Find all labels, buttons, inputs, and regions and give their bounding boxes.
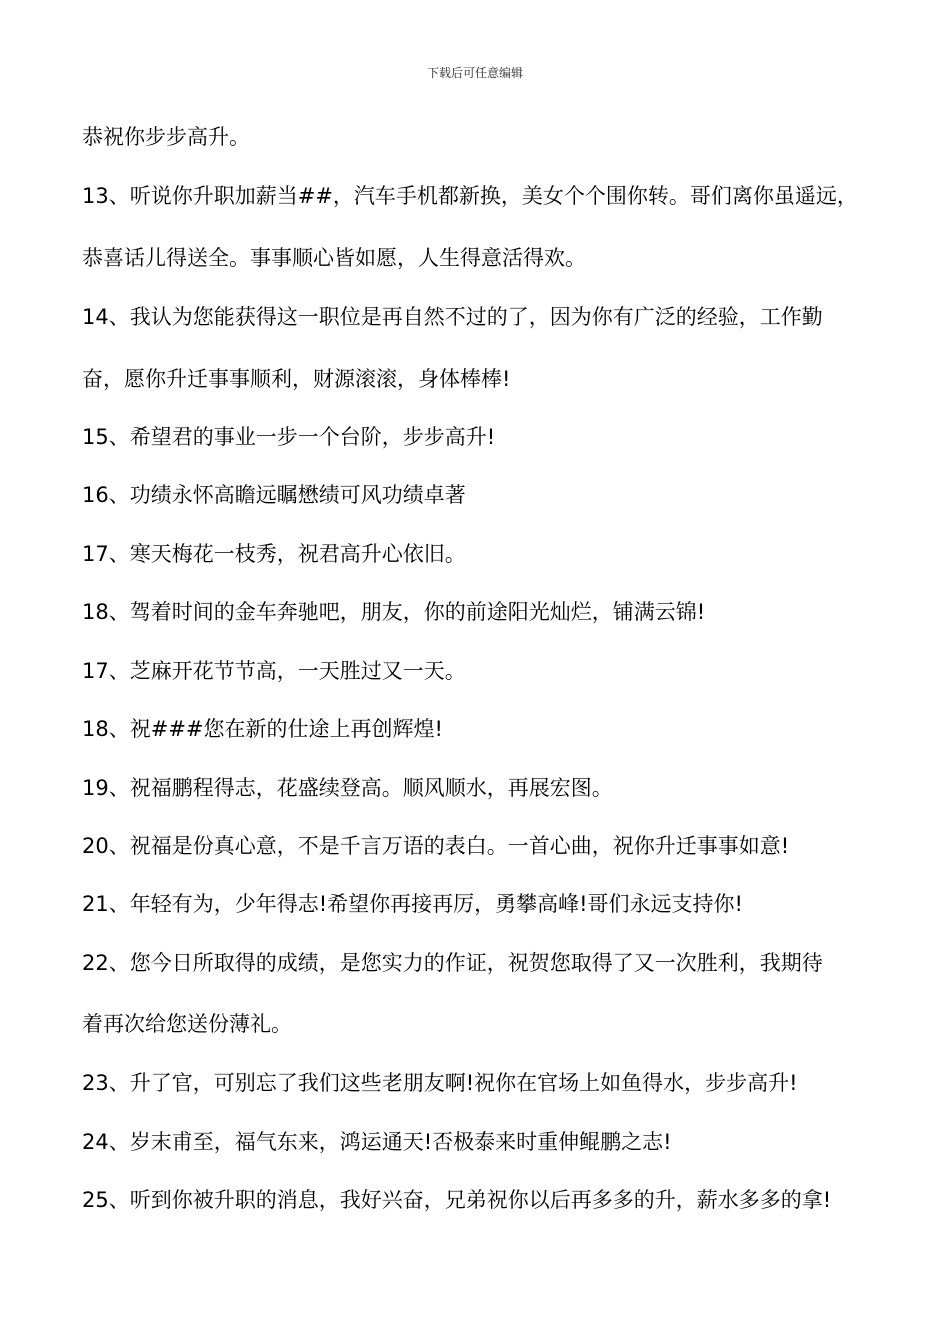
text-line: 22、您今日所取得的成绩，是您实力的作证，祝贺您取得了又一次胜利，我期待 (82, 951, 823, 975)
text-line: 14、我认为您能获得这一职位是再自然不过的了，因为你有广泛的经验，工作勤 (82, 305, 823, 329)
page-header: 下载后可任意编辑 (426, 66, 523, 80)
text-line: 13、听说你升职加薪当##，汽车手机都新换，美女个个围你转。哥们离你虽遥远， (82, 184, 858, 208)
text-line: 恭喜话儿得送全。事事顺心皆如愿，人生得意活得欢。 (82, 246, 586, 270)
text-line: 21、年轻有为，少年得志!希望你再接再厉，勇攀高峰!哥们永远支持你! (82, 892, 743, 916)
text-line: 着再次给您送份薄礼。 (82, 1012, 292, 1036)
text-line: 恭祝你步步高升。 (82, 125, 250, 149)
text-line: 19、祝福鹏程得志，花盛续登高。顺风顺水，再展宏图。 (82, 776, 613, 800)
text-line: 17、芝麻开花节节高，一天胜过又一天。 (82, 659, 466, 683)
text-line: 15、希望君的事业一步一个台阶，步步高升! (82, 425, 496, 449)
text-line: 18、祝###您在新的仕途上再创辉煌! (82, 717, 443, 741)
text-line: 24、岁末甫至，福气东来，鸿运通天!否极泰来时重伸鲲鹏之志! (82, 1130, 672, 1154)
text-line: 18、驾着时间的金车奔驰吧，朋友，你的前途阳光灿烂，铺满云锦! (82, 600, 706, 624)
text-line: 奋，愿你升迁事事顺利，财源滚滚，身体棒棒! (82, 367, 511, 391)
text-line: 17、寒天梅花一枝秀，祝君高升心依旧。 (82, 542, 466, 566)
text-line: 20、祝福是份真心意，不是千言万语的表白。一首心曲，祝你升迁事事如意! (82, 834, 790, 858)
text-line: 25、听到你被升职的消息，我好兴奋，兄弟祝你以后再多多的升，薪水多多的拿! (82, 1188, 832, 1212)
text-line: 16、功绩永怀高瞻远瞩懋绩可风功绩卓著 (82, 483, 466, 507)
text-line: 23、升了官，可别忘了我们这些老朋友啊!祝你在官场上如鱼得水，步步高升! (82, 1071, 798, 1095)
